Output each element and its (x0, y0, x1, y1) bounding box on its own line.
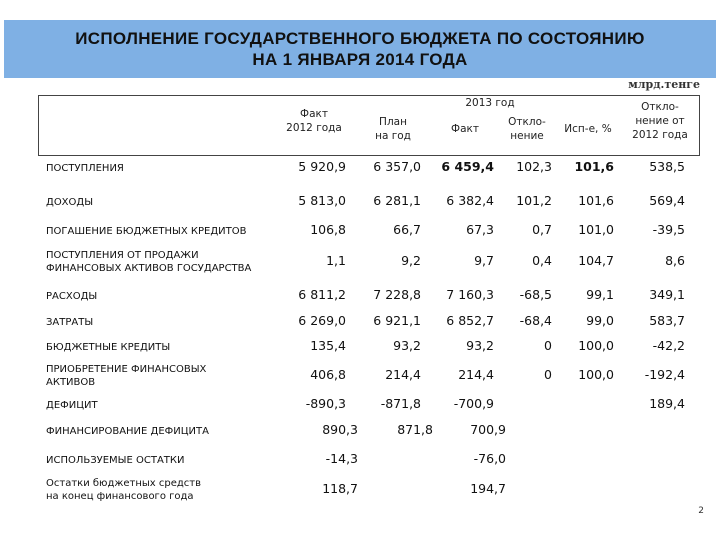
cell-fact2012: 106,8 (310, 222, 346, 237)
cell-deviation: 0,4 (532, 253, 552, 268)
row-label-line: ФИНАНСОВЫХ АКТИВОВ ГОСУДАРСТВА (46, 263, 252, 274)
cell-fact: 6 459,4 (441, 159, 494, 174)
cell-plan: 214,4 (385, 367, 421, 382)
cell-fact2012: 118,7 (322, 481, 358, 496)
cell-plan: 66,7 (393, 222, 421, 237)
cell-deviation: 0 (544, 338, 552, 353)
header-deviation-2012-line: 2012 года (632, 129, 688, 141)
row-label-line: БЮДЖЕТНЫЕ КРЕДИТЫ (46, 341, 171, 353)
row-label-line: Остатки бюджетных средств (46, 478, 202, 489)
units-label: млрд.тенге (628, 78, 700, 91)
header-deviation-2012-line: Откло- (641, 101, 679, 113)
cell-fact: 67,3 (466, 222, 494, 237)
cell-fact: 6 382,4 (446, 193, 494, 208)
cell-fact: 7 160,3 (446, 287, 494, 302)
cell-execution: 101,6 (574, 159, 614, 174)
cell-fact2012: 1,1 (326, 253, 346, 268)
cell-plan: 6 357,0 (373, 159, 421, 174)
row-label (46, 477, 201, 503)
header-fact-2012 (276, 107, 352, 135)
cell-deviation2012: 8,6 (665, 253, 685, 268)
cell-execution: 101,0 (578, 222, 614, 237)
row-label-line: ПОСТУПЛЕНИЯ ОТ ПРОДАЖИ (46, 250, 199, 261)
header-fact-2012-line: 2012 года (286, 122, 342, 134)
cell-fact: 9,7 (474, 253, 494, 268)
cell-plan: -871,8 (380, 396, 421, 411)
row-label-line: ПРИОБРЕТЕНИЕ ФИНАНСОВЫХ (46, 364, 207, 375)
cell-execution: 104,7 (578, 253, 614, 268)
title-banner (4, 20, 716, 78)
cell-execution: 101,6 (578, 193, 614, 208)
cell-deviation2012: 189,4 (649, 396, 685, 411)
cell-deviation: -68,5 (519, 287, 552, 302)
header-deviation-2012-line: нение от (635, 115, 685, 127)
cell-fact2012: -14,3 (325, 451, 358, 466)
cell-fact2012: 135,4 (310, 338, 346, 353)
row-label-line: ПОСТУПЛЕНИЯ (46, 162, 124, 174)
row-label (46, 290, 97, 303)
cell-plan: 93,2 (393, 338, 421, 353)
row-label (46, 196, 93, 209)
cell-fact: -76,0 (473, 451, 506, 466)
header-fact (432, 122, 498, 136)
cell-fact2012: -890,3 (305, 396, 346, 411)
header-deviation-line: Откло- (508, 116, 546, 128)
header-deviation (498, 115, 556, 143)
row-label (46, 425, 209, 438)
row-label (46, 454, 185, 467)
cell-fact2012: 6 269,0 (298, 313, 346, 328)
title-line-1: ИСПОЛНЕНИЕ ГОСУДАРСТВЕННОГО БЮДЖЕТА ПО СОСТОЯНИЮ (75, 29, 645, 48)
cell-deviation2012: 583,7 (649, 313, 685, 328)
row-label (46, 316, 93, 329)
cell-execution: 100,0 (578, 338, 614, 353)
cell-deviation: -68,4 (519, 313, 552, 328)
cell-fact: 214,4 (458, 367, 494, 382)
header-plan-line: на год (375, 130, 411, 142)
cell-fact2012: 5 813,0 (298, 193, 346, 208)
header-deviation-line: нение (510, 130, 544, 142)
row-label-line: АКТИВОВ (46, 377, 96, 388)
cell-deviation2012: -192,4 (644, 367, 685, 382)
cell-fact2012: 6 811,2 (298, 287, 346, 302)
header-deviation-2012 (622, 100, 698, 142)
row-label-line: ЗАТРАТЫ (46, 316, 94, 328)
cell-deviation2012: 538,5 (649, 159, 685, 174)
header-plan-line: План (379, 116, 407, 128)
cell-execution: 100,0 (578, 367, 614, 382)
title-line-2: НА 1 ЯНВАРЯ 2014 ГОДА (252, 50, 468, 69)
row-label (46, 363, 206, 389)
cell-fact: 700,9 (470, 422, 506, 437)
cell-deviation: 101,2 (516, 193, 552, 208)
row-label (46, 341, 170, 354)
cell-plan: 9,2 (401, 253, 421, 268)
header-execution (556, 122, 620, 136)
cell-fact2012: 406,8 (310, 367, 346, 382)
cell-deviation: 0,7 (532, 222, 552, 237)
cell-fact: 194,7 (470, 481, 506, 496)
cell-deviation2012: -39,5 (652, 222, 685, 237)
cell-deviation2012: 349,1 (649, 287, 685, 302)
row-label-line: ИСПОЛЬЗУЕМЫЕ ОСТАТКИ (46, 454, 185, 466)
cell-fact2012: 890,3 (322, 422, 358, 437)
page-number: 2 (698, 506, 704, 516)
row-label (46, 249, 251, 275)
cell-plan: 871,8 (397, 422, 433, 437)
cell-deviation2012: -42,2 (652, 338, 685, 353)
header-2013-group (420, 96, 560, 110)
row-label-line: на конец финансового года (46, 491, 194, 502)
cell-deviation: 102,3 (516, 159, 552, 174)
row-label-line: ФИНАНСИРОВАНИЕ ДЕФИЦИТА (46, 425, 209, 437)
cell-plan: 6 281,1 (373, 193, 421, 208)
row-label (46, 162, 124, 175)
cell-deviation2012: 569,4 (649, 193, 685, 208)
cell-execution: 99,0 (586, 313, 614, 328)
header-fact-line: Факт (451, 123, 479, 135)
cell-fact: 93,2 (466, 338, 494, 353)
cell-plan: 7 228,8 (373, 287, 421, 302)
cell-execution: 99,1 (586, 287, 614, 302)
cell-fact: -700,9 (453, 396, 494, 411)
row-label-line: РАСХОДЫ (46, 290, 98, 302)
header-fact-2012-line: Факт (300, 108, 328, 120)
row-label-line: ДЕФИЦИТ (46, 399, 98, 411)
row-label (46, 225, 246, 238)
header-2013-group-line: 2013 год (465, 97, 515, 109)
header-plan (355, 115, 431, 143)
cell-plan: 6 921,1 (373, 313, 421, 328)
row-label (46, 399, 98, 412)
cell-fact: 6 852,7 (446, 313, 494, 328)
cell-fact2012: 5 920,9 (298, 159, 346, 174)
cell-deviation: 0 (544, 367, 552, 382)
row-label-line: ДОХОДЫ (46, 196, 94, 208)
row-label-line: ПОГАШЕНИЕ БЮДЖЕТНЫХ КРЕДИТОВ (46, 225, 247, 237)
header-execution-line: Исп-е, % (564, 123, 612, 135)
